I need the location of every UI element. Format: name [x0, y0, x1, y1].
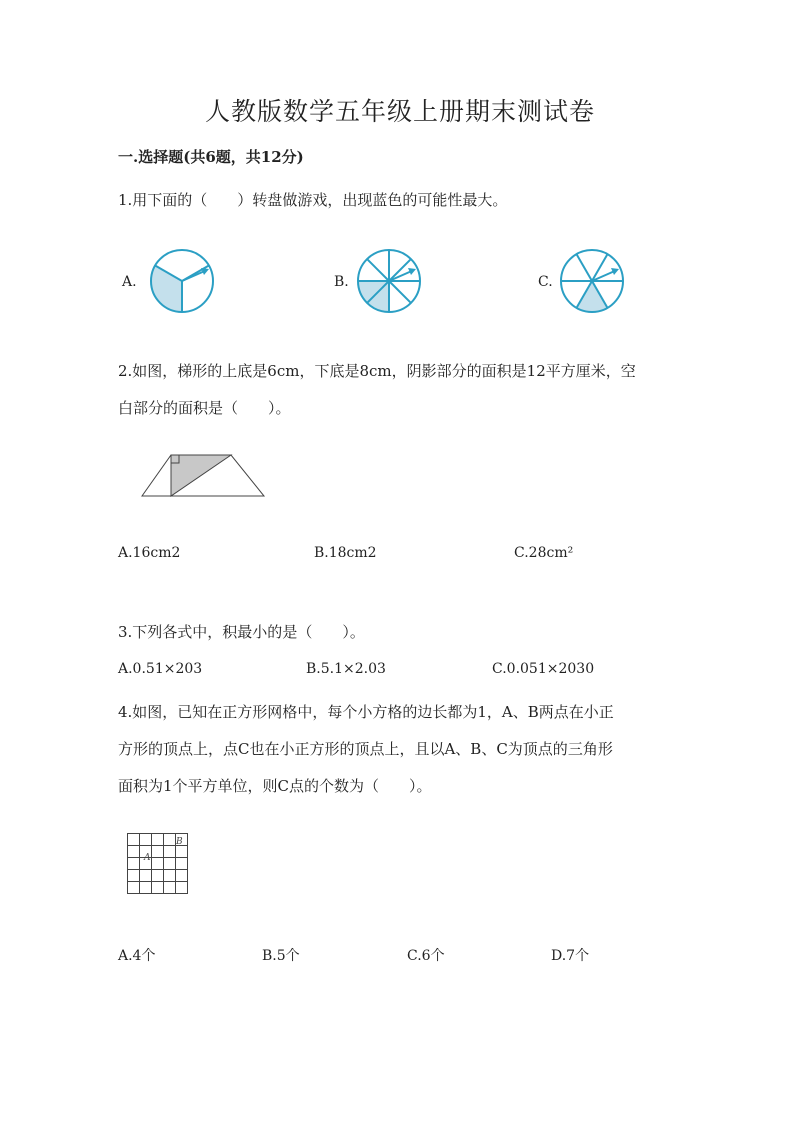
spinner-divider-line — [389, 259, 411, 281]
grid-point-a-label: A — [144, 853, 151, 863]
question-2-line-1: 2.如图，梯形的上底是6cm，下底是8cm，阴影部分的面积是12平方厘米，空 — [118, 362, 636, 380]
question-4-line-1: 4.如图，已知在正方形网格中，每个小方格的边长都为1，A、B两点在小正 — [118, 703, 614, 721]
q4-option-b: B.5个 — [262, 948, 300, 964]
q1-option-c-label: C. — [538, 274, 553, 290]
shaded-triangle — [171, 455, 231, 496]
spinner-divider-line — [577, 254, 593, 281]
q4-option-d: D.7个 — [551, 948, 590, 964]
q1-spinner-a — [149, 248, 215, 314]
q4-square-grid — [127, 833, 189, 895]
grid-point-b-label: B — [176, 837, 183, 847]
q2-option-a: A.16cm2 — [118, 545, 181, 561]
q2-option-b: B.18cm2 — [314, 545, 377, 561]
q2-option-c: C.28cm² — [514, 545, 574, 561]
q2-trapezoid-figure — [140, 453, 266, 498]
q3-option-b: B.5.1×2.03 — [306, 661, 386, 677]
spinner-divider-line — [389, 281, 411, 303]
spinner-blue-sector — [577, 281, 608, 312]
question-4-line-3: 面积为1个平方单位，则C点的个数为（ ）。 — [118, 777, 432, 795]
q1-spinner-c — [559, 248, 625, 314]
question-3-text: 3.下列各式中，积最小的是（ ）。 — [118, 623, 365, 641]
q4-option-a: A.4个 — [118, 948, 156, 964]
spinner-divider-line — [367, 259, 389, 281]
q1-spinner-b — [356, 248, 422, 314]
question-1-text: 1.用下面的（ ）转盘做游戏，出现蓝色的可能性最大。 — [118, 191, 508, 209]
question-4-line-2: 方形的顶点上，点C也在小正方形的顶点上，且以A、B、C为顶点的三角形 — [118, 740, 613, 758]
q1-option-a-label: A. — [122, 274, 137, 290]
q3-option-c: C.0.051×2030 — [492, 661, 595, 677]
page-title: 人教版数学五年级上册期末测试卷 — [204, 97, 595, 126]
question-2-line-2: 白部分的面积是（ ）。 — [118, 399, 291, 417]
q1-option-b-label: B. — [334, 274, 349, 290]
q4-option-c: C.6个 — [407, 948, 445, 964]
q3-option-a: A.0.51×203 — [118, 661, 203, 677]
section-heading: 一.选择题(共6题，共12分) — [118, 148, 304, 166]
